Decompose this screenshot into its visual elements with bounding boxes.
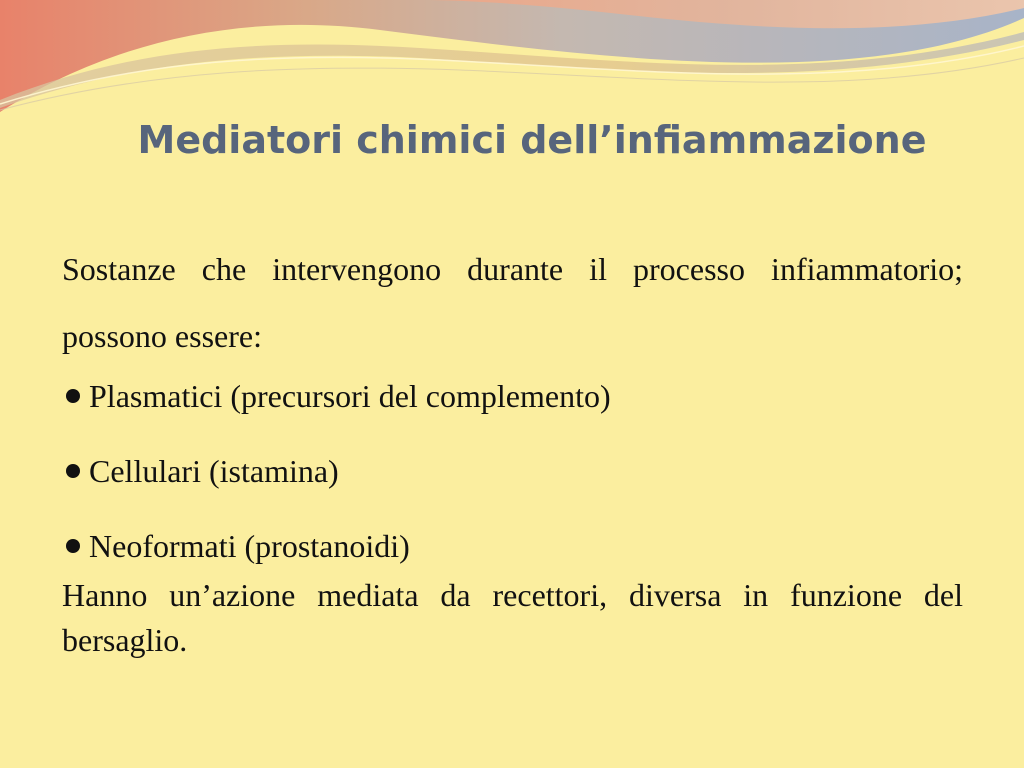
bullet-dot-icon <box>66 464 80 478</box>
bullet-list <box>62 377 963 565</box>
slide-content <box>62 236 963 663</box>
bullet-dot-icon <box>66 539 80 553</box>
bullet-text: Cellulari (istamina) <box>89 452 339 489</box>
outro-paragraph: Hanno un’azione mediata da recettori, diversa in funzione del bersaglio. <box>62 577 963 658</box>
bullet-item-neoformati <box>62 527 963 565</box>
decorative-wave-banner <box>0 0 1024 120</box>
slide-title: Mediatori chimici dell’infiammazione <box>137 118 927 162</box>
bullet-text: Plasmatici (precursori del complemento) <box>89 377 611 414</box>
bullet-item-plasmatici <box>62 377 963 415</box>
bullet-dot-icon <box>66 389 80 403</box>
bullet-item-cellulari <box>62 452 963 490</box>
bullet-text: Neoformati (prostanoidi) <box>89 527 410 564</box>
intro-paragraph: Sostanze che intervengono durante il processo infiammatorio; possono essere: <box>62 251 963 354</box>
